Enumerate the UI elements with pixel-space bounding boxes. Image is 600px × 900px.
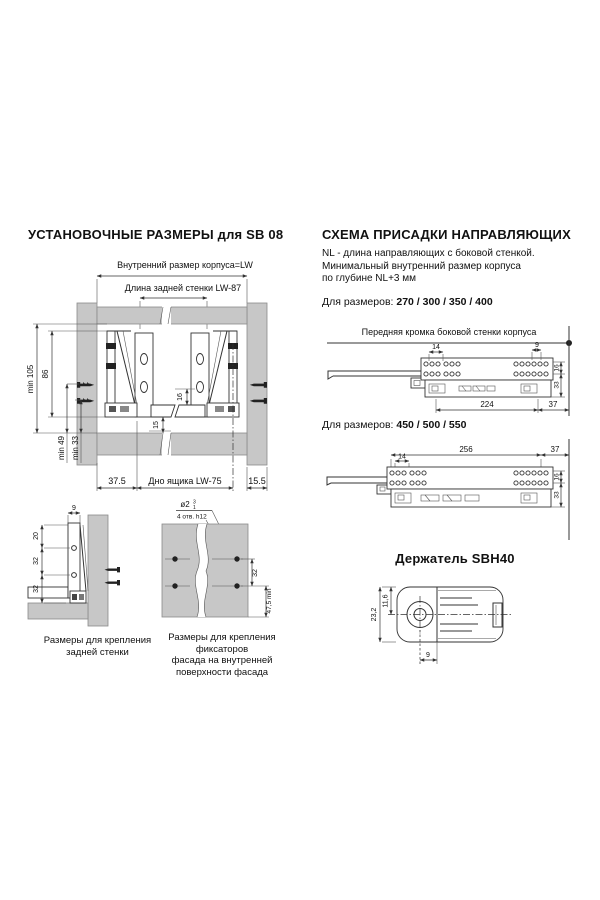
dim-33: 33 [553, 381, 561, 389]
cabinet-bottom-panel [97, 432, 247, 456]
right-section-title: СХЕМА ПРИСАДКИ НАПРАВЛЯЮЩИХ [322, 227, 571, 242]
dim-14: 14 [432, 344, 440, 351]
nl-note-line2: Минимальный внутренний размер корпуса [322, 260, 521, 272]
left-section-title: УСТАНОВОЧНЫЕ РАЗМЕРЫ для SB 08 [28, 227, 284, 242]
rear-wall-top-panel [97, 306, 247, 325]
nl-note [322, 248, 535, 286]
dim-16: 16 [177, 393, 184, 401]
drawer-bottom-dimension-label: Дно ящика LW-75 [148, 476, 222, 486]
facade-fixing-diagram [140, 497, 275, 637]
dim-33: 33 [553, 491, 561, 499]
installation-dimensions-diagram [25, 255, 305, 505]
dim-16: 16 [553, 473, 561, 481]
sizes2-values: 450 / 500 / 550 [396, 419, 467, 431]
facade-caption-line1: Размеры для крепления фиксаторов [168, 632, 276, 655]
dim-9: 9 [535, 342, 539, 349]
dim-224: 224 [480, 400, 494, 409]
slide-drilling-scheme-1 [325, 318, 593, 418]
back-panel [88, 515, 108, 626]
dim-32-top: 32 [33, 557, 40, 565]
nl-note-line3: по глубине NL+3 мм [322, 273, 417, 284]
rear-wall-mounting-diagram [28, 503, 143, 633]
holes-count-note: 4 отв. h12 [177, 513, 207, 521]
facade-caption-line3: поверхности фасада [175, 666, 269, 678]
hole-tolerance-bottom: 1 [193, 505, 196, 511]
dim-9: 9 [426, 652, 430, 659]
rear-wall-caption-line1: Размеры для крепления [43, 635, 152, 646]
holder-title: Держатель SBH40 [395, 551, 515, 566]
dim-32-bottom: 32 [33, 585, 40, 593]
dim-16: 16 [553, 364, 561, 372]
sizes2-label: Для размеров: [322, 419, 394, 431]
drawer-side-profile-left [105, 331, 153, 417]
dim-15: 15 [153, 421, 160, 429]
holder-sbh40-diagram [350, 572, 530, 672]
dim-86: 86 [41, 369, 50, 379]
dim-min33: min 33 [71, 435, 80, 461]
slide-rail-1 [328, 358, 553, 397]
back-wall-dimension-label: Длина задней стенки LW-87 [124, 283, 242, 293]
hole-tolerance-top: 3 [193, 499, 196, 506]
dim-32: 32 [252, 569, 259, 577]
bottom-panel [28, 603, 88, 619]
sizes-row-2 [322, 419, 466, 431]
front-edge-label: Передняя кромка боковой стенки корпуса [361, 327, 537, 337]
dim-20: 20 [33, 532, 40, 540]
drawer-side-profile-right [191, 331, 239, 417]
dim-min49: min 49 [57, 435, 66, 461]
facade-caption-line2: фасада на внутренней [171, 655, 273, 666]
inner-width-dimension-label: Внутренний размер корпуса=LW [117, 260, 253, 270]
dim-11-6: 11,6 [382, 594, 390, 608]
sizes1-values: 270 / 300 / 350 / 400 [396, 296, 493, 308]
facade-caption [142, 632, 302, 678]
rear-wall-caption-line2: задней стенки [66, 646, 129, 658]
dim-256: 256 [459, 445, 473, 454]
drawer-bottom-panel [151, 405, 205, 417]
rear-wall-bracket [68, 523, 88, 603]
dim-14: 14 [398, 453, 406, 461]
dim-9: 9 [72, 505, 76, 512]
sizes-row-1 [322, 296, 493, 308]
dim-min105: min 105 [26, 364, 35, 394]
hole-diameter-label: ø2 [180, 500, 190, 509]
nl-note-line1: NL - длина направляющих с боковой стенкой. [322, 248, 535, 259]
slide-drilling-scheme-2 [325, 437, 593, 542]
dim-37: 37 [548, 400, 558, 409]
dim-47-5-min: 47,5 min [266, 588, 273, 614]
sizes1-label: Для размеров: [322, 296, 394, 308]
dim-37-5: 37.5 [108, 476, 126, 486]
holder-body [388, 587, 512, 642]
dim-37: 37 [550, 445, 560, 454]
slide-rail-2 [327, 467, 553, 507]
dim-15-5: 15.5 [248, 476, 266, 486]
dim-23-2: 23,2 [371, 607, 378, 622]
